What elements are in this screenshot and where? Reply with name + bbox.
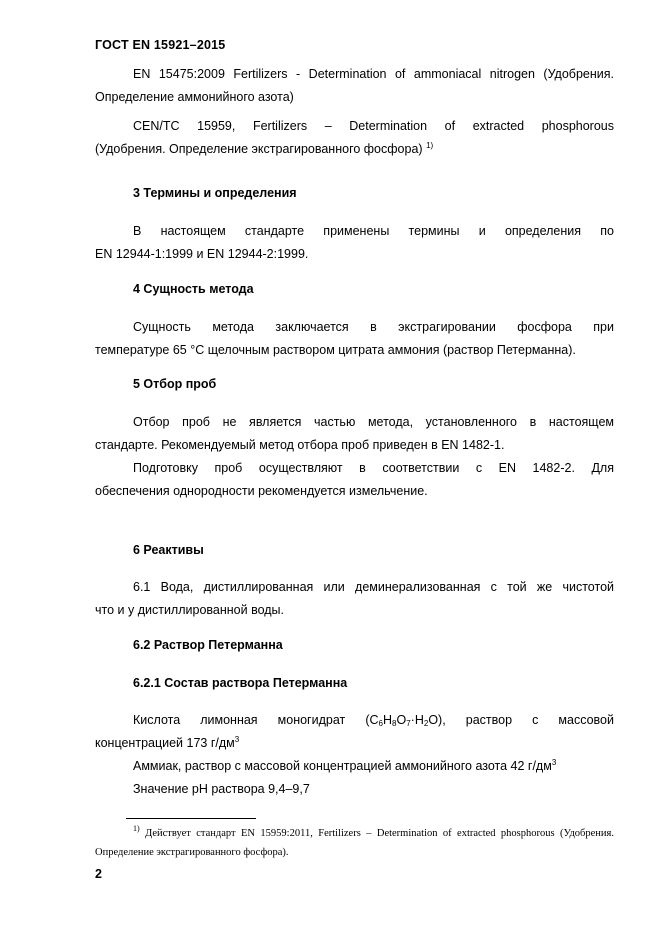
section-6-2-1-heading: 6.2.1 Состав раствора Петерманна: [133, 676, 348, 690]
paragraph-line: Сущность метода заключается в экстрагировании фосфора при: [133, 320, 614, 334]
section-6-heading: 6 Реактивы: [133, 543, 204, 557]
paragraph-line: обеспечения однородности рекомендуется измельчение.: [95, 484, 428, 498]
footnote-reference-mark[interactable]: 1): [426, 141, 434, 150]
page-number: 2: [95, 867, 102, 881]
paragraph-line: Подготовку проб осуществляют в соответствии с EN 1482-2. Для: [133, 461, 614, 475]
footnote-line: Определение экстрагированного фосфора).: [95, 847, 289, 858]
paragraph-line: температуре 65 °С щелочным раствором цитрата аммония (раствор Петерманна).: [95, 343, 576, 357]
reference-line: CEN/TC 15959, Fertilizers – Determination of extracted phosphorous: [133, 119, 614, 133]
paragraph-line: что и у дистиллированной воды.: [95, 603, 285, 617]
reference-line: (Удобрения. Определение экстрагированного фосфора) $^{1)}$: [95, 141, 434, 156]
section-4-heading: 4 Сущность метода: [133, 282, 254, 296]
section-3-paragraph: [95, 220, 614, 266]
composition-list: [95, 709, 614, 801]
footnote-mark: 1): [133, 824, 140, 833]
paragraph-line: В настоящем стандарте применены термины и определения по: [133, 224, 614, 238]
footnote: [95, 824, 614, 862]
reference-line: Определение аммонийного азота): [95, 90, 294, 104]
footnote-separator: [126, 818, 256, 819]
paragraph-line: Отбор проб не является частью метода, установленного в настоящем: [133, 415, 614, 429]
reference-cen-tc: [95, 115, 614, 161]
reference-line: EN 15475:2009 Fertilizers - Determination of ammoniacal nitrogen (Удобрения.: [133, 67, 614, 81]
section-6-1-paragraph: [95, 576, 614, 622]
section-5-paragraph-1: [95, 411, 614, 457]
reference-en15475: [95, 63, 614, 109]
paragraph-line: стандарте. Рекомендуемый метод отбора проб приведен в EN 1482-1.: [95, 438, 505, 452]
citric-acid-line: Кислота лимонная моногидрат $(C_6H_8O_7\cdot H_2O)$, раствор с массовой: [133, 713, 614, 728]
section-3-heading: 3 Термины и определения: [133, 186, 297, 200]
ph-line: Значение pH раствора 9,4–9,7: [133, 782, 310, 796]
ammonia-line: Аммиак, раствор с массовой концентрацией аммонийного азота 42 $г/дм^3$: [133, 758, 557, 773]
footnote-line: $^{1)}$ Действует стандарт EN 15959:2011, Fertilizers – Determination of extracted phosphorous (Удобрения.: [133, 824, 615, 839]
section-5-heading: 5 Отбор проб: [133, 377, 217, 391]
standard-header: ГОСТ EN 15921–2015: [95, 38, 226, 52]
section-6-2-heading: 6.2 Раствор Петерманна: [133, 638, 283, 652]
citric-acid-formula: $(C_6H_8O_7\cdot H_2O)$,: [365, 713, 446, 728]
paragraph-line: EN 12944-1:1999 и EN 12944-2:1999.: [95, 247, 309, 261]
citric-acid-concentration-line: концентрацией 173 $г/дм^3$: [95, 735, 240, 750]
section-5-paragraph-2: [95, 457, 614, 503]
section-4-paragraph: [95, 316, 614, 362]
paragraph-line: 6.1 Вода, дистиллированная или деминерализованная с той же чистотой: [133, 580, 614, 594]
